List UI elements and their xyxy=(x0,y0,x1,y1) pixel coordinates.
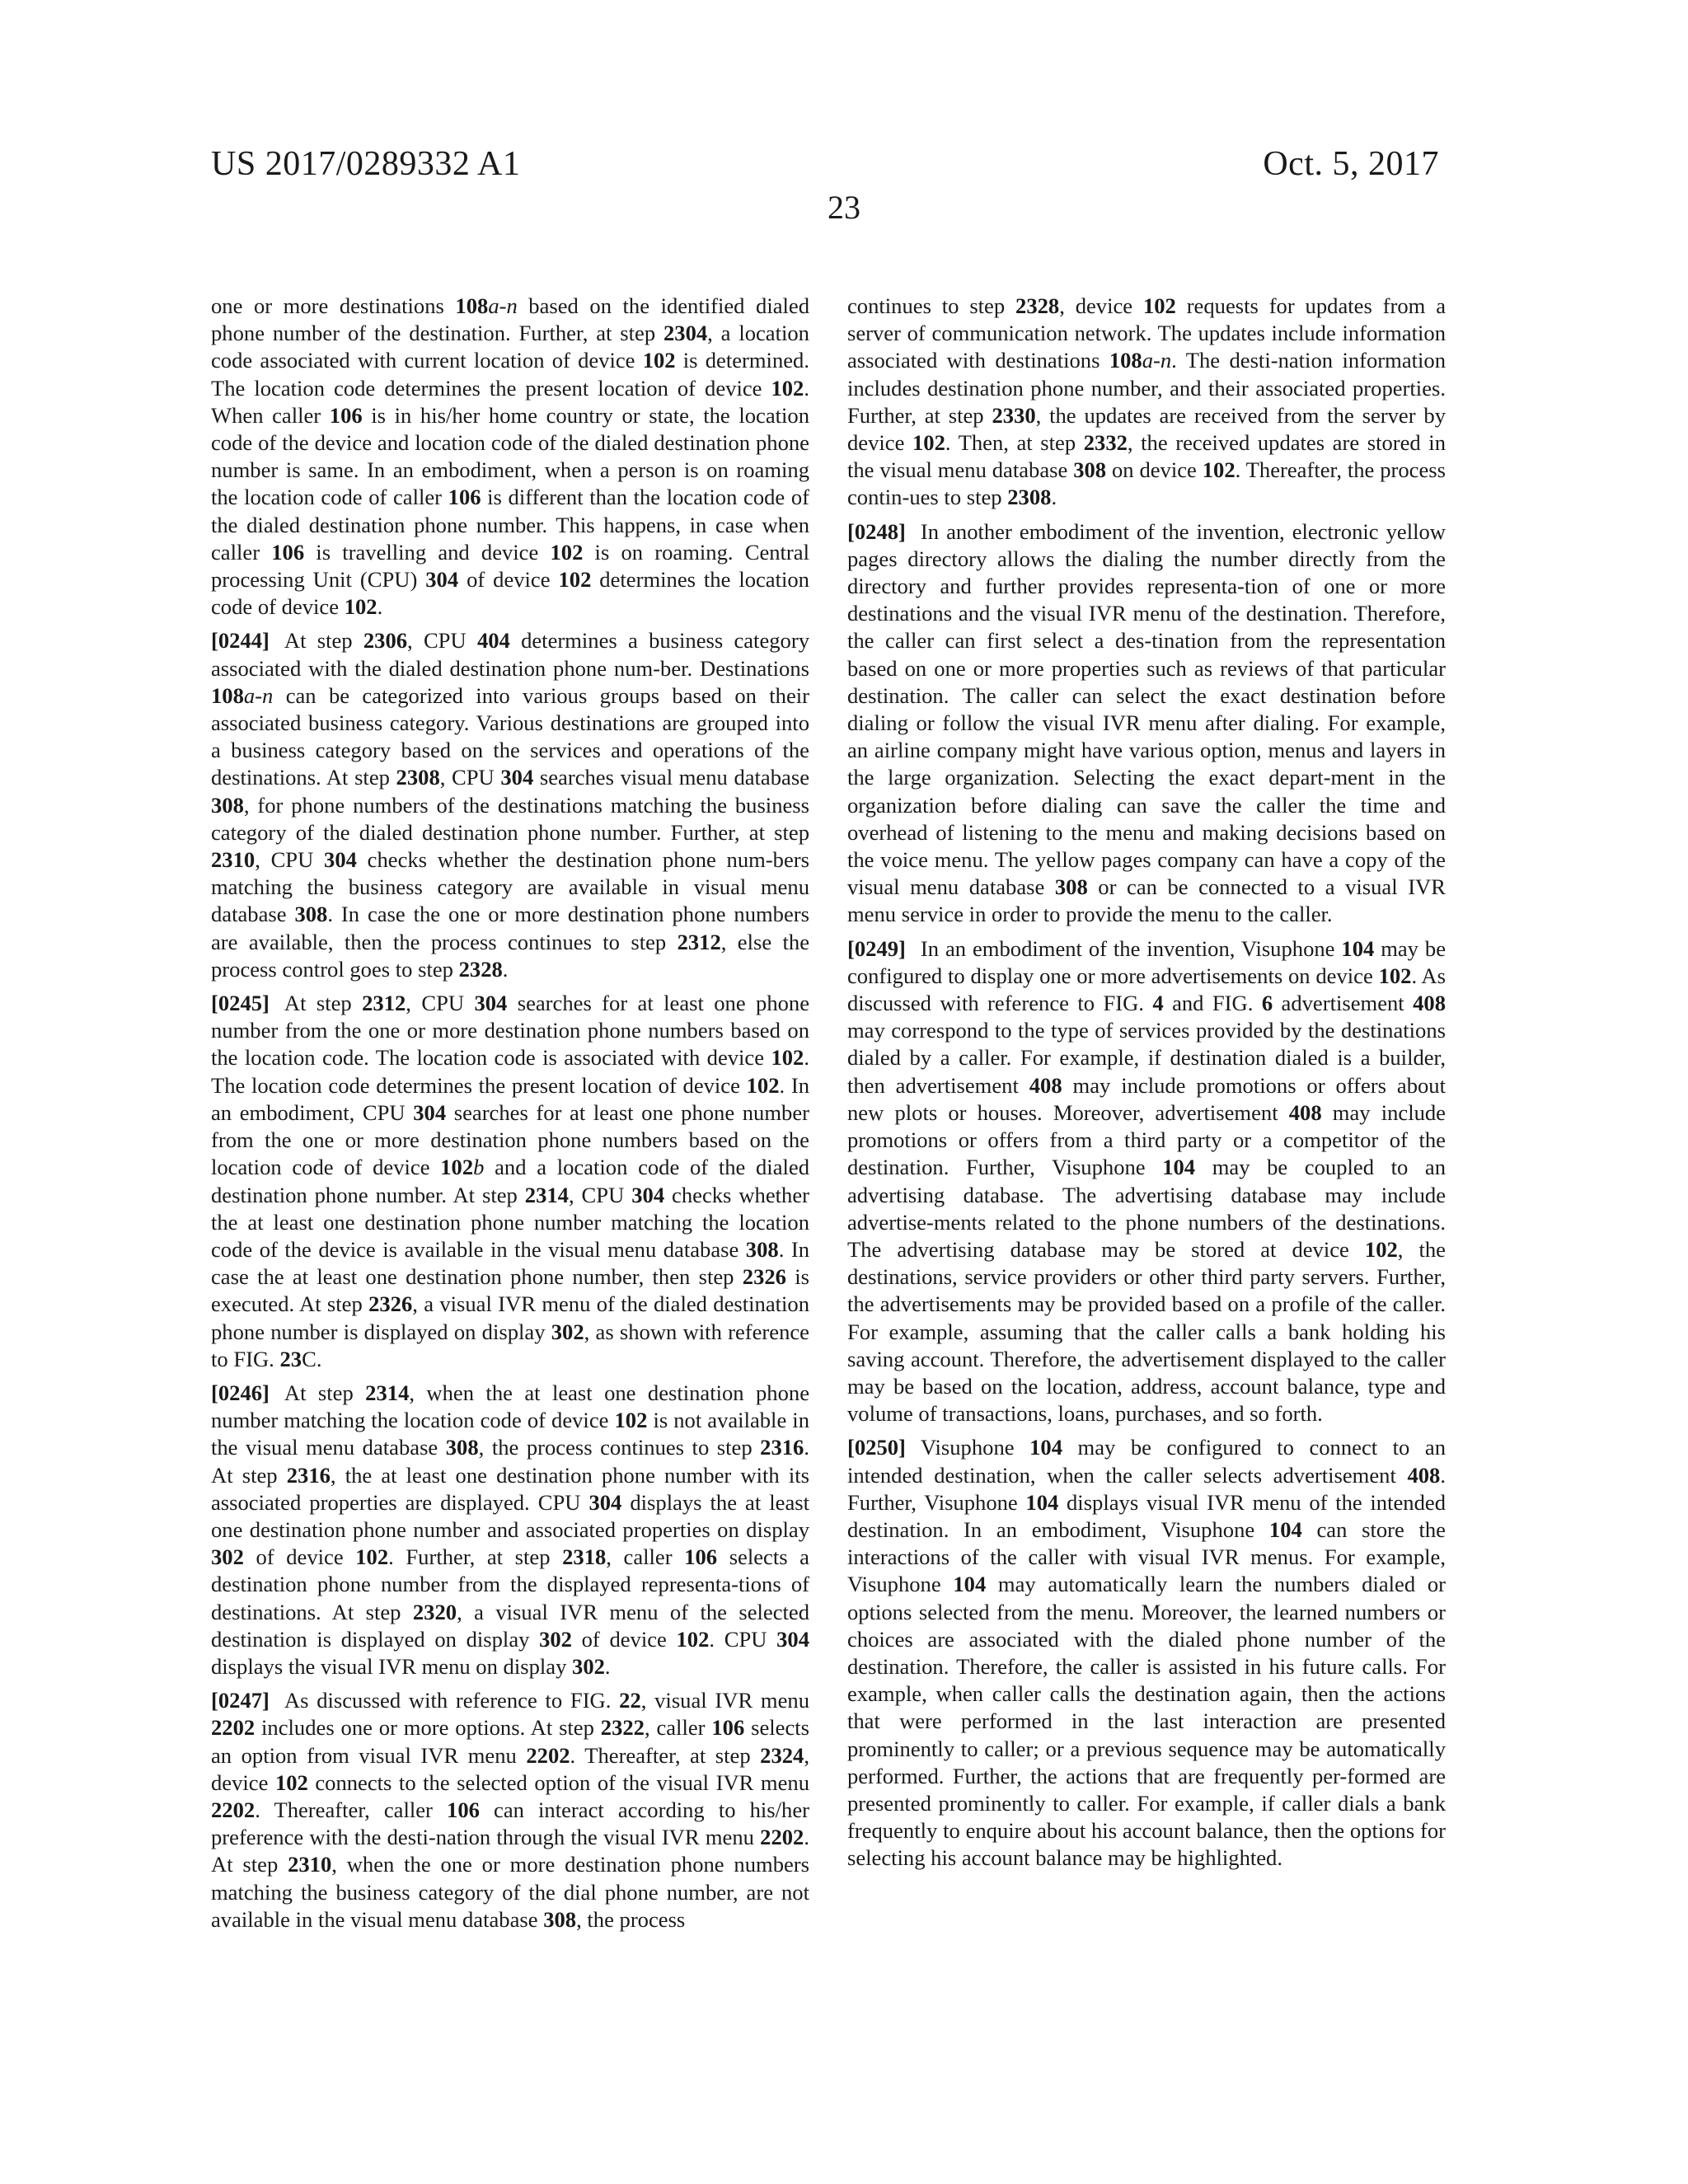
page-number: 23 xyxy=(828,189,860,226)
publication-number: US 2017/0289332 A1 xyxy=(211,145,521,183)
paragraph xyxy=(211,627,809,983)
paragraph-text: In another embodiment of the invention, electronic yellow pages directory allows the dialing the number directly from the directory and further provides representa-tion of one or more destinations and the visual IVR menu of the destination. Therefore, the caller can first select a des-tination from the representation based on one or more properties such as reviews of that particular destination. The caller can select the exact destination before dialing or follow the visual IVR menu after dialing. For example, an airline company might have various option, menus and layers in the large organization. Selecting the exact depart-ment in the organization before dialing can save the caller the time and overhead of listening to the menu and making decisions based on the voice menu. The yellow pages company can have a copy of the visual menu database 308 or can be connected to a visual IVR menu service in order to provide the menu to the caller. xyxy=(847,518,1446,927)
paragraph-number: [0248] xyxy=(847,518,906,544)
paragraph-number: [0250] xyxy=(847,1435,906,1460)
paragraph xyxy=(211,990,809,1373)
paragraph-number: [0246] xyxy=(211,1380,270,1405)
paragraph-number: [0247] xyxy=(211,1688,270,1713)
paragraph-text: At step 2312, CPU 304 searches for at least one phone number from the one or more destination phone numbers based on the location code. The location code is associated with device 102. The location code determines the present location of device 102. In an embodiment, CPU 304 searches for at least one phone number from the one or more destination phone numbers based on the location code of device 102b and a location code of the dialed destination phone number. At step 2314, CPU 304 checks whether the at least one destination phone number matching the location code of the device is available in the visual menu database 308. In case the at least one destination phone number, then step 2326 is executed. At step 2326, a visual IVR menu of the dialed destination phone number is displayed on display 302, as shown with reference to FIG. 23C. xyxy=(211,991,810,1371)
paragraph-text: At step 2314, when the at least one destination phone number matching the location code of device 102 is not available in the visual menu database 308, the process continues to step 2316. At step 2316, the at least one destination phone number with its associated properties are displayed. CPU 304 displays the at least one destination phone number and associated properties on display 302 of device 102. Further, at step 2318, caller 106 selects a destination phone number from the displayed representa-tions of destinations. At step 2320, a visual IVR menu of the selected destination is displayed on display 302 of device 102. CPU 304 displays the visual IVR menu on display 302. xyxy=(211,1380,809,1679)
paragraph-text: Visuphone 104 may be configured to connect to an intended destination, when the caller selects advertisement 408. Further, Visuphone 104 displays visual IVR menu of the intended destination. In an embodiment, Visuphone 104 can store the interactions of the caller with visual IVR menus. For example, Visuphone 104 may automatically learn the numbers dialed or options selected from the menu. Moreover, the learned numbers or choices are associated with the dialed phone number of the destination. Therefore, the caller is assisted in his future calls. For example, when caller calls the destination again, then the actions that were performed in the last interaction are presented prominently to caller; or a previous sequence may be automatically performed. Further, the actions that are frequently per-formed are presented prominently to caller. For example, if caller dials a bank frequently to enquire about his account balance, then the options for selecting his account balance may be highlighted. xyxy=(847,1435,1446,1871)
paragraph xyxy=(847,1434,1446,1872)
paragraph-number: [0249] xyxy=(847,935,906,961)
paragraph-text: In an embodiment of the invention, Visuphone 104 may be configured to display one or more advertisements on device 102. As discussed with reference to FIG. 4 and FIG. 6 advertisement 408 may correspond to the type of services provided by the destinations dialed by a caller. For example, if destination dialed is a builder, then advertisement 408 may include promotions or offers about new plots or houses. Moreover, advertisement 408 may include promotions or offers from a third party or a competitor of the destination. Further, Visuphone 104 may be coupled to an advertising database. The advertising database may include advertise-ments related to the phone numbers of the destinations. The advertising database may be stored at device 102, the destinations, service providers or other third party servers. Further, the advertisements may be provided based on a profile of the caller. For example, assuming that the caller calls a bank holding his saving account. Therefore, the advertisement displayed to the caller may be based on the location, address, account balance, type and volume of transactions, loans, purchases, and so forth. xyxy=(847,935,1446,1427)
paragraph-number: [0244] xyxy=(211,628,270,654)
left-column xyxy=(211,293,809,1940)
paragraph xyxy=(847,293,1446,512)
publication-date: Oct. 5, 2017 xyxy=(1263,145,1439,183)
right-column xyxy=(847,293,1446,1879)
paragraph-text: As discussed with reference to FIG. 22, visual IVR menu 2202 includes one or more options. At step 2322, caller 106 selects an option from visual IVR menu 2202. Thereafter, at step 2324, device 102 connects to the selected option of the visual IVR menu 2202. Thereafter, caller 106 can interact according to his/her preference with the desti-nation through the visual IVR menu 2202. At step 2310, when the one or more destination phone numbers matching the business category of the dial phone number, are not available in the visual menu database 308, the process xyxy=(211,1688,810,1932)
paragraph xyxy=(847,935,1446,1428)
paragraph xyxy=(211,1687,809,1933)
paragraph-text: continues to step 2328, device 102 requests for updates from a server of communication network. The updates include information associated with destinations 108a-n. The desti-nation information includes destination phone number, and their associated properties. Further, at step 2330, the updates are received from the server by device 102. Then, at step 2332, the received updates are stored in the visual menu database 308 on device 102. Thereafter, the process contin-ues to step 2308. xyxy=(847,293,1446,510)
paragraph xyxy=(211,1380,809,1680)
paragraph-text: At step 2306, CPU 404 determines a business category associated with the dialed destination phone num-ber. Destinations 108a-n can be categorized into various groups based on their associated business category. Various destinations are grouped into a business category based on the services and operations of the destinations. At step 2308, CPU 304 searches visual menu database 308, for phone numbers of the destinations matching the business category of the dialed destination phone number. Further, at step 2310, CPU 304 checks whether the destination phone num-bers matching the business category are available in visual menu database 308. In case the one or more destination phone numbers are available, then the process continues to step 2312, else the process control goes to step 2328. xyxy=(211,628,810,982)
paragraph xyxy=(847,518,1446,929)
paragraph-text: one or more destinations 108a-n based on the identified dialed phone number of the destination. Further, at step 2304, a location code associated with current location of device 102 is determined. The location code determines the present location of device 102. When caller 106 is in his/her home country or state, the location code of the device and location code of the dialed destination phone number is same. In an embodiment, when a person is on roaming the location code of caller 106 is different than the location code of the dialed destination phone number. This happens, in case when caller 106 is travelling and device 102 is on roaming. Central processing Unit (CPU) 304 of device 102 determines the location code of device 102. xyxy=(211,293,809,620)
paragraph-number: [0245] xyxy=(211,991,270,1016)
paragraph xyxy=(211,293,809,621)
